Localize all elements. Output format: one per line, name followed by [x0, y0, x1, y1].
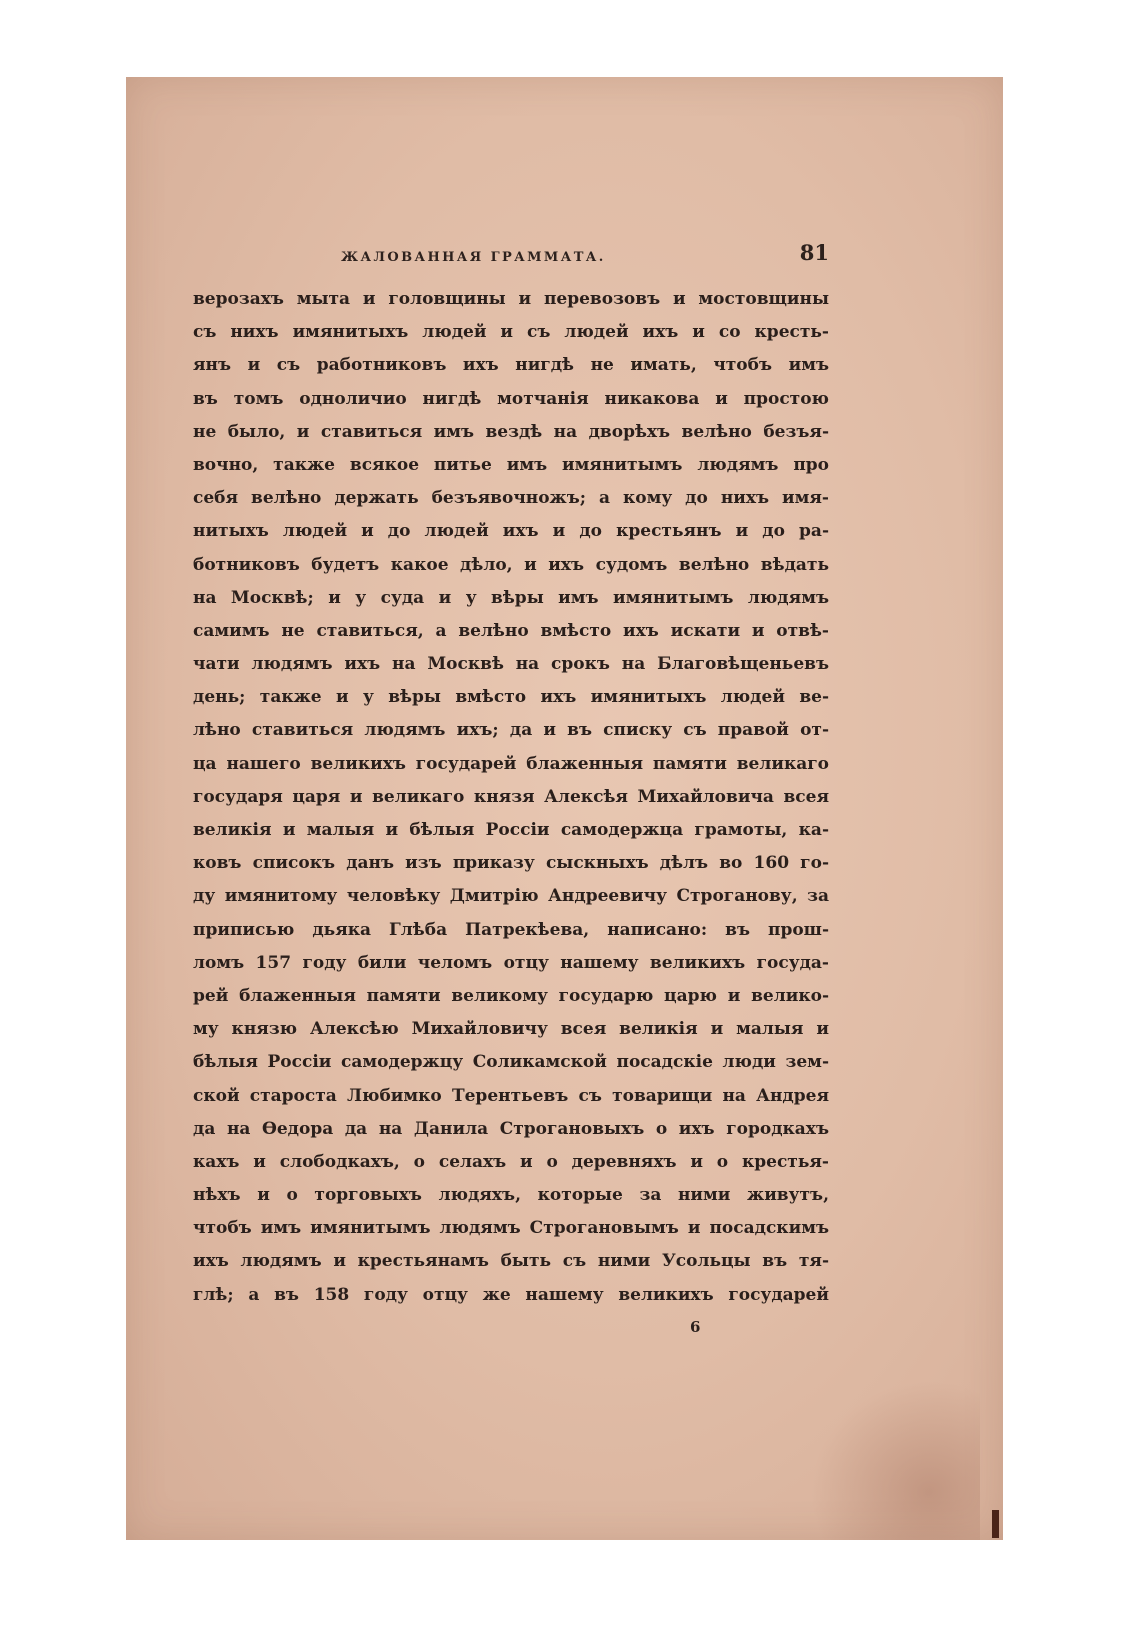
text-line: ской староста Любимко Терентьевъ съ товарищи на Андрея: [193, 1085, 829, 1106]
running-title: ЖАЛОВАННАЯ ГРАММАТА.: [341, 250, 606, 265]
text-line: вочно, также всякое питье имъ имянитымъ людямъ про: [193, 454, 829, 475]
text-line: съ нихъ имянитыхъ людей и съ людей ихъ и со кресть-: [193, 322, 829, 343]
text-line: чати людямъ ихъ на Москвѣ на срокъ на Благовѣщеньевъ: [193, 654, 829, 675]
text-line: ду имянитому человѣку Дмитрію Андреевичу Строганову, за: [193, 886, 829, 907]
text-line: государя царя и великаго князя Алексѣя Михайловича всея: [193, 786, 829, 807]
text-line: на Москвѣ; и у суда и у вѣры имъ имянитымъ людямъ: [193, 587, 829, 608]
text-line: ломъ 157 году били челомъ отцу нашему великихъ госуда-: [193, 952, 829, 973]
text-line: ихъ людямъ и крестьянамъ быть съ ними Усольцы въ тя-: [193, 1251, 829, 1272]
text-line: кахъ и слободкахъ, о селахъ и о деревняхъ и о крестья-: [193, 1151, 829, 1172]
text-line: ковъ списокъ данъ изъ приказу сыскныхъ дѣлъ во 160 го-: [193, 853, 829, 874]
text-line: глѣ; а въ 158 году отцу же нашему великихъ государей: [193, 1284, 829, 1305]
text-line: рей блаженныя памяти великому государю царю и велико-: [193, 985, 829, 1006]
text-line: чтобъ имъ имянитымъ людямъ Строгановымъ и посадскимъ: [193, 1218, 829, 1239]
text-line: въ томъ одноличио нигдѣ мотчанія никакова и простою: [193, 388, 829, 409]
text-line: бѣлыя Россіи самодержцу Соликамской посадскіе люди зем-: [193, 1052, 829, 1073]
body-text: [193, 283, 829, 1312]
text-line: великія и малыя и бѣлыя Россіи самодержца грамоты, ка-: [193, 820, 829, 840]
text-line: му князю Алексѣю Михайловичу всея великія и малыя и: [193, 1019, 829, 1040]
page-number: 81: [799, 240, 829, 265]
text-line: самимъ не ставиться, а велѣно вмѣсто ихъ искати и отвѣ-: [193, 620, 829, 641]
text-line: не было, и ставиться имъ вездѣ на дворѣхъ велѣно безъя-: [193, 421, 829, 442]
text-line: приписью дьяка Глѣба Патрекѣева, написано: въ прош-: [193, 919, 829, 940]
text-line: янъ и съ работниковъ ихъ нигдѣ не имать, чтобъ имъ: [193, 355, 829, 376]
text-line: верозахъ мыта и головщины и перевозовъ и мостовщины: [193, 289, 829, 309]
text-line: да на Ѳедора да на Данила Строгановыхъ о ихъ городкахъ: [193, 1118, 829, 1139]
binding-edge-mark: [992, 1510, 999, 1538]
text-line: нитыхъ людей и до людей ихъ и до крестьянъ и до ра-: [193, 521, 829, 542]
text-line: ца нашего великихъ государей блаженныя памяти великаго: [193, 753, 829, 774]
text-line: себя велѣно держать безъявочножъ; а кому до нихъ имя-: [193, 488, 829, 509]
page-header: [193, 240, 829, 272]
text-line: день; также и у вѣры вмѣсто ихъ имянитыхъ людей ве-: [193, 687, 829, 708]
signature-mark: 6: [690, 1318, 701, 1336]
text-line: лѣно ставиться людямъ ихъ; да и въ списку съ правой от-: [193, 720, 829, 741]
page-shadow: [810, 1380, 980, 1540]
text-line: нѣхъ и о торговыхъ людяхъ, которые за ними живутъ,: [193, 1185, 829, 1206]
text-line: ботниковъ будетъ какое дѣло, и ихъ судомъ велѣно вѣдать: [193, 554, 829, 575]
